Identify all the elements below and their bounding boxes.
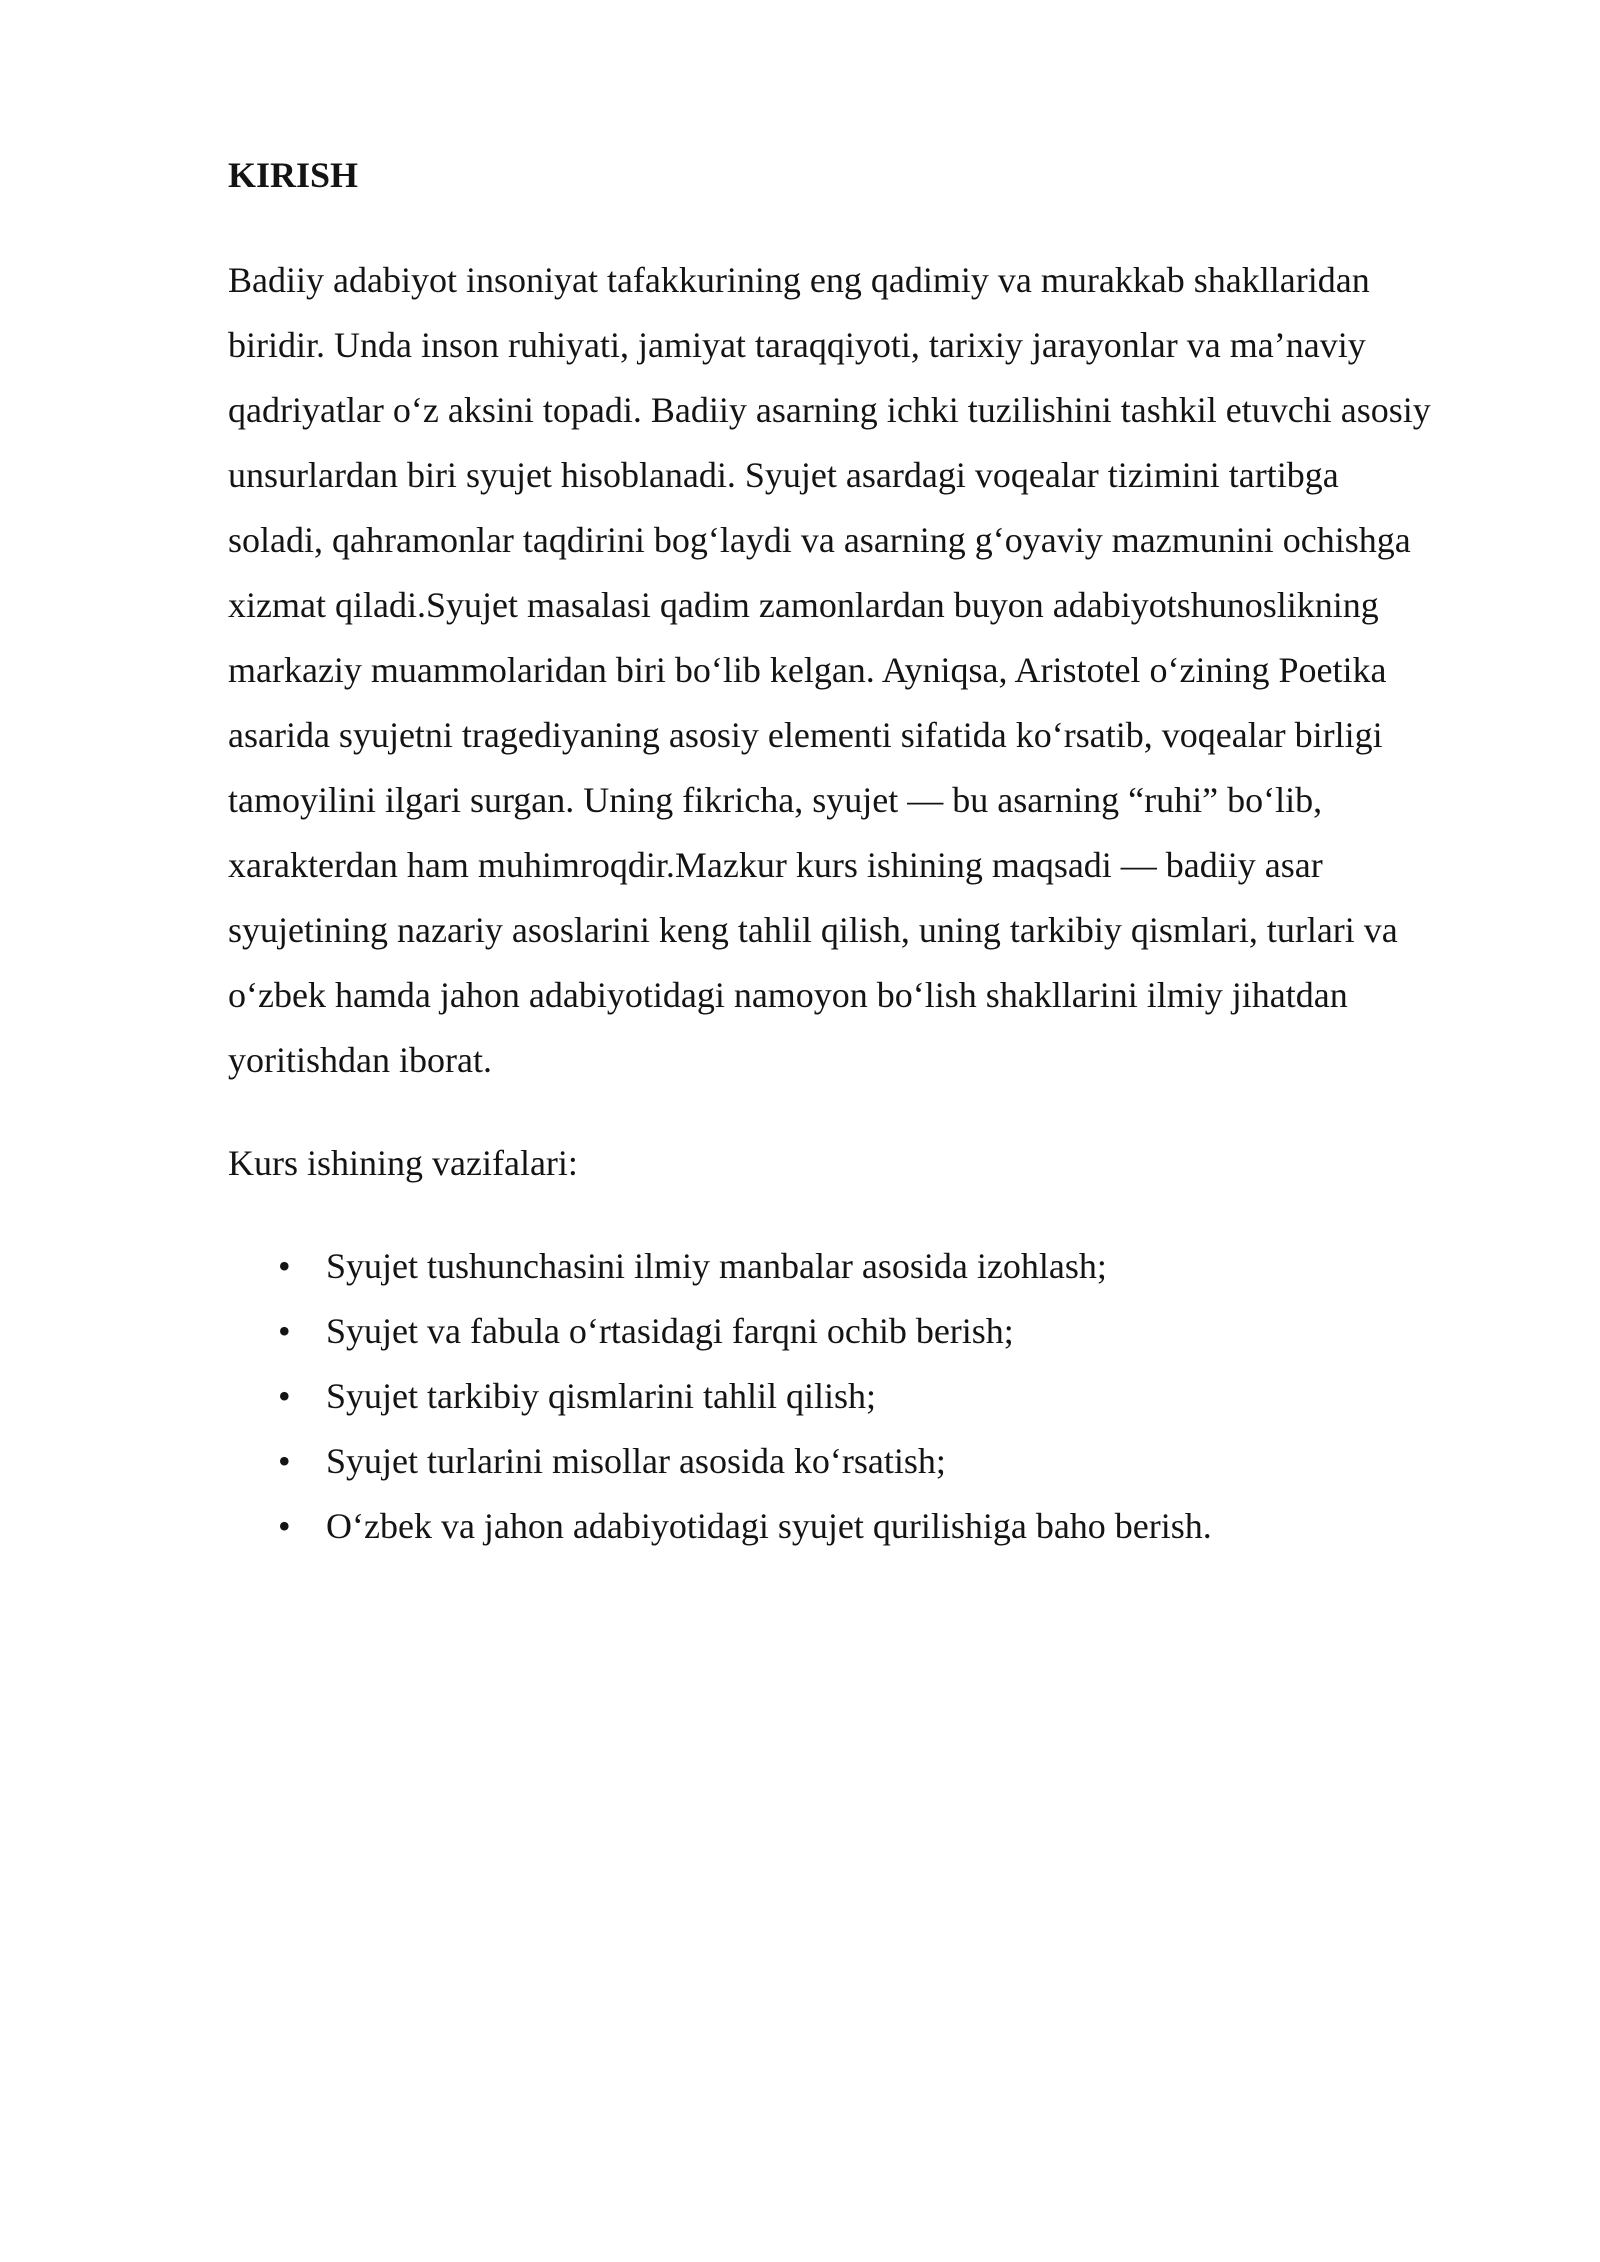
bullet-icon: • bbox=[278, 1246, 291, 1286]
bullet-icon: • bbox=[278, 1506, 291, 1546]
paragraph-line: asarida syujetni tragediyaning asosiy elementi sifatida ko‘rsatib, voqealar birligi bbox=[228, 715, 1383, 755]
list-item-text: Syujet turlarini misollar asosida ko‘rsatish; bbox=[326, 1441, 946, 1481]
list-item bbox=[228, 1429, 1498, 1494]
list-item bbox=[228, 1364, 1498, 1429]
paragraph-line: tamoyilini ilgari surgan. Uning fikricha, syujet — bu asarning “ruhi” bo‘lib, bbox=[228, 780, 1323, 820]
list-item-text: Syujet tushunchasini ilmiy manbalar asosida izohlash; bbox=[326, 1246, 1107, 1286]
bullet-icon: • bbox=[278, 1376, 291, 1416]
paragraph-line: xarakterdan ham muhimroqdir.Mazkur kurs ishining maqsadi — badiiy asar bbox=[228, 845, 1323, 885]
bullet-icon: • bbox=[278, 1311, 291, 1351]
paragraph-line: soladi, qahramonlar taqdirini bog‘laydi va asarning g‘oyaviy mazmunini ochishga bbox=[228, 520, 1411, 560]
bullet-icon: • bbox=[278, 1441, 291, 1481]
paragraph-line: o‘zbek hamda jahon adabiyotidagi namoyon bo‘lish shakllarini ilmiy jihatdan bbox=[228, 975, 1348, 1015]
list-item-text: Syujet tarkibiy qismlarini tahlil qilish; bbox=[326, 1376, 876, 1416]
intro-paragraph bbox=[228, 248, 1498, 1093]
paragraph-line: biridir. Unda inson ruhiyati, jamiyat taraqqiyoti, tarixiy jarayonlar va ma’naviy bbox=[228, 325, 1366, 365]
list-item bbox=[228, 1299, 1498, 1364]
tasks-title: Kurs ishining vazifalari: bbox=[228, 1143, 578, 1183]
paragraph-line: Badiiy adabiyot insoniyat tafakkurining eng qadimiy va murakkab shakllaridan bbox=[228, 260, 1370, 300]
paragraph-line: unsurlardan biri syujet hisoblanadi. Syujet asardagi voqealar tizimini tartibga bbox=[228, 455, 1339, 495]
paragraph-line: xizmat qiladi.Syujet masalasi qadim zamonlardan buyon adabiyotshunoslikning bbox=[228, 585, 1379, 625]
paragraph-line: markaziy muammolaridan biri bo‘lib kelgan. Ayniqsa, Aristotel o‘zining Poetika bbox=[228, 650, 1387, 690]
task-list bbox=[228, 1234, 1498, 1559]
paragraph-line: yoritishdan iborat. bbox=[228, 1040, 492, 1080]
list-item-text: Syujet va fabula o‘rtasidagi farqni ochib berish; bbox=[326, 1311, 1014, 1351]
paragraph-line: syujetining nazariy asoslarini keng tahlil qilish, uning tarkibiy qismlari, turlari va bbox=[228, 910, 1398, 950]
list-item bbox=[228, 1494, 1498, 1559]
paragraph-line: qadriyatlar o‘z aksini topadi. Badiiy asarning ichki tuzilishini tashkil etuvchi asosiy bbox=[228, 390, 1431, 430]
section-heading: KIRISH bbox=[228, 155, 359, 195]
list-item-text: O‘zbek va jahon adabiyotidagi syujet qurilishiga baho berish. bbox=[326, 1506, 1212, 1546]
page-content bbox=[228, 148, 1498, 1559]
list-item bbox=[228, 1234, 1498, 1299]
